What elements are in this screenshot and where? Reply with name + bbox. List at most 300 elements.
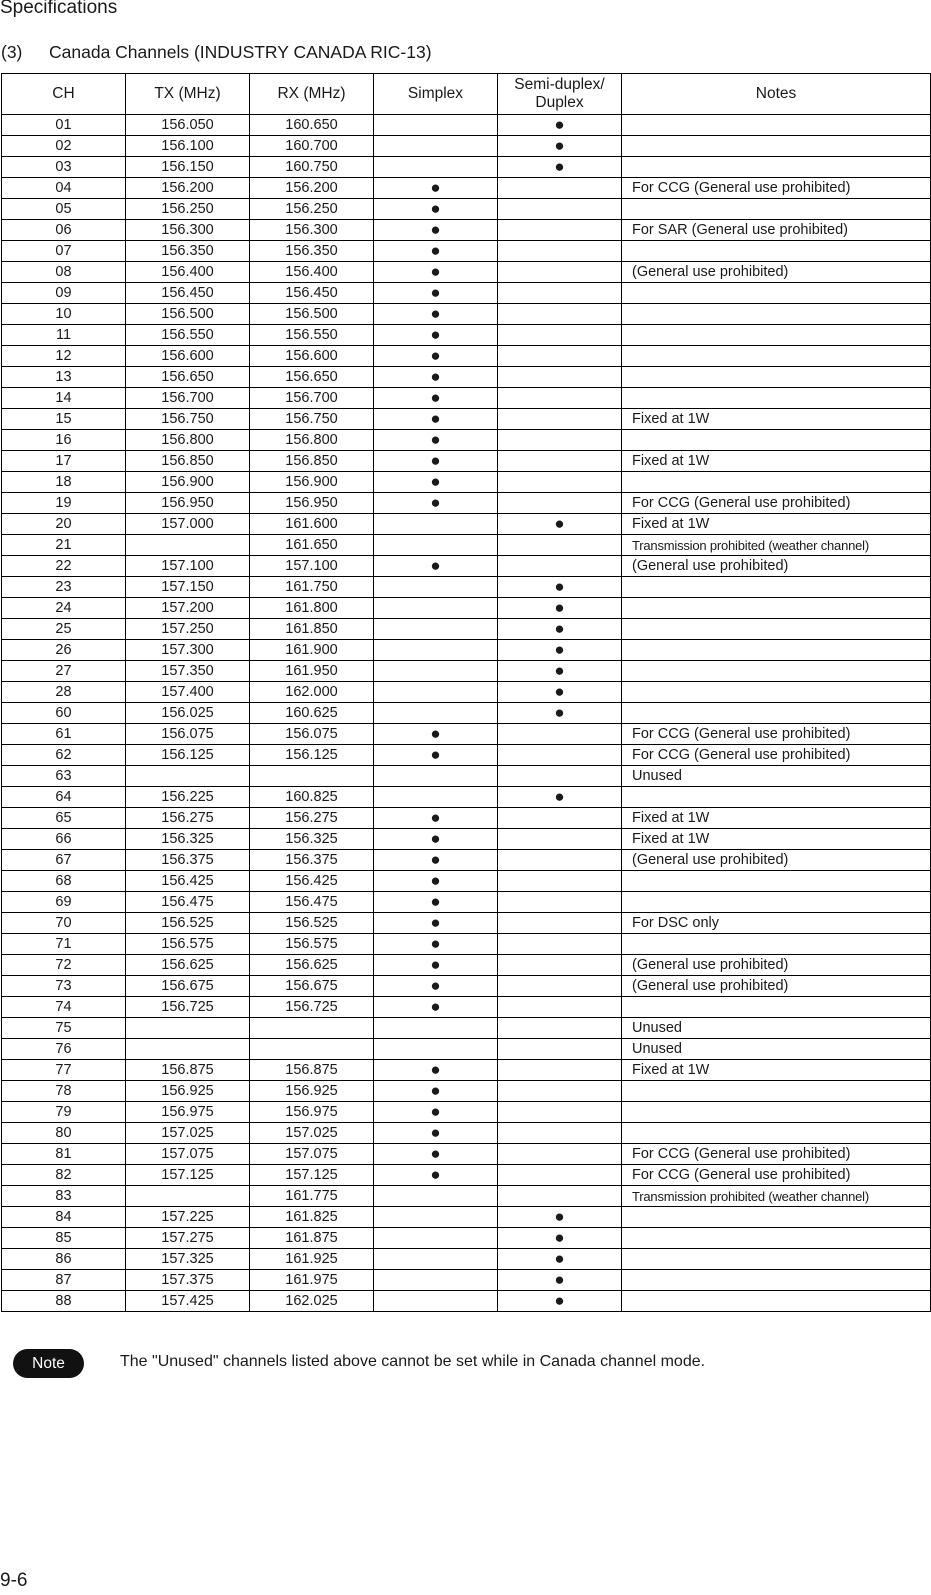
- simplex-cell: [374, 1123, 498, 1144]
- notes-cell: [622, 1249, 931, 1270]
- channel-number-cell: 06: [2, 220, 126, 241]
- duplex-cell: [498, 199, 622, 220]
- tx-frequency-cell: 157.125: [126, 1165, 250, 1186]
- duplex-cell: [498, 556, 622, 577]
- rx-frequency-cell: 157.025: [250, 1123, 374, 1144]
- channel-number-cell: 81: [2, 1144, 126, 1165]
- rx-frequency-cell: 156.525: [250, 913, 374, 934]
- channel-mode-dot-icon: ●: [554, 787, 565, 807]
- channel-mode-dot-icon: ●: [430, 934, 441, 954]
- table-row: [2, 1144, 931, 1165]
- rx-frequency-cell: 156.725: [250, 997, 374, 1018]
- notes-cell: [622, 1291, 931, 1312]
- duplex-cell: [498, 619, 622, 640]
- notes-cell: [622, 1123, 931, 1144]
- rx-frequency-cell: 161.750: [250, 577, 374, 598]
- rx-frequency-cell: 156.550: [250, 325, 374, 346]
- channel-number-cell: 03: [2, 157, 126, 178]
- table-row: [2, 703, 931, 724]
- tx-frequency-cell: 156.800: [126, 430, 250, 451]
- tx-frequency-cell: 156.600: [126, 346, 250, 367]
- simplex-cell: [374, 1228, 498, 1249]
- notes-cell: [622, 430, 931, 451]
- rx-frequency-cell: 156.075: [250, 724, 374, 745]
- notes-cell: [622, 325, 931, 346]
- channel-mode-dot-icon: ●: [554, 1207, 565, 1227]
- simplex-cell: [374, 1165, 498, 1186]
- notes-cell: [622, 1207, 931, 1228]
- channel-number-cell: 13: [2, 367, 126, 388]
- duplex-cell: [498, 325, 622, 346]
- channel-mode-dot-icon: ●: [430, 808, 441, 828]
- channel-number-cell: 61: [2, 724, 126, 745]
- notes-cell: For CCG (General use prohibited): [622, 178, 931, 199]
- duplex-cell: [498, 283, 622, 304]
- channel-mode-dot-icon: ●: [430, 1060, 441, 1080]
- notes-cell: [622, 598, 931, 619]
- table-row: [2, 178, 931, 199]
- rx-frequency-cell: 156.275: [250, 808, 374, 829]
- duplex-cell: [498, 451, 622, 472]
- simplex-cell: [374, 661, 498, 682]
- simplex-cell: [374, 745, 498, 766]
- rx-frequency-cell: 161.900: [250, 640, 374, 661]
- simplex-cell: [374, 934, 498, 955]
- duplex-cell: [498, 829, 622, 850]
- simplex-cell: [374, 535, 498, 556]
- simplex-cell: [374, 955, 498, 976]
- channel-number-cell: 24: [2, 598, 126, 619]
- rx-frequency-cell: 156.800: [250, 430, 374, 451]
- duplex-cell: [498, 682, 622, 703]
- rx-frequency-cell: 156.975: [250, 1102, 374, 1123]
- table-row: [2, 241, 931, 262]
- duplex-cell: [498, 1228, 622, 1249]
- duplex-cell: [498, 808, 622, 829]
- simplex-cell: [374, 577, 498, 598]
- rx-frequency-cell: 156.925: [250, 1081, 374, 1102]
- tx-frequency-cell: 156.500: [126, 304, 250, 325]
- notes-cell: Unused: [622, 1039, 931, 1060]
- rx-frequency-cell: 160.750: [250, 157, 374, 178]
- tx-frequency-cell: 157.400: [126, 682, 250, 703]
- duplex-cell: [498, 1165, 622, 1186]
- rx-frequency-cell: 156.350: [250, 241, 374, 262]
- table-row: [2, 577, 931, 598]
- tx-frequency-cell: 156.425: [126, 871, 250, 892]
- duplex-cell: [498, 577, 622, 598]
- rx-frequency-cell: 161.800: [250, 598, 374, 619]
- channel-number-cell: 84: [2, 1207, 126, 1228]
- simplex-cell: [374, 115, 498, 136]
- duplex-cell: [498, 262, 622, 283]
- channel-number-cell: 08: [2, 262, 126, 283]
- simplex-cell: [374, 157, 498, 178]
- channel-mode-dot-icon: ●: [554, 1270, 565, 1290]
- duplex-cell: [498, 1291, 622, 1312]
- table-row: [2, 388, 931, 409]
- rx-frequency-cell: 156.475: [250, 892, 374, 913]
- notes-cell: [622, 787, 931, 808]
- channel-number-cell: 05: [2, 199, 126, 220]
- table-row: [2, 262, 931, 283]
- tx-frequency-cell: 156.125: [126, 745, 250, 766]
- tx-frequency-cell: 156.875: [126, 1060, 250, 1081]
- simplex-cell: [374, 262, 498, 283]
- simplex-cell: [374, 1144, 498, 1165]
- channel-mode-dot-icon: ●: [430, 493, 441, 513]
- table-row: [2, 472, 931, 493]
- rx-frequency-cell: 156.850: [250, 451, 374, 472]
- channel-mode-dot-icon: ●: [430, 346, 441, 366]
- channel-number-cell: 77: [2, 1060, 126, 1081]
- rx-frequency-cell: 157.075: [250, 1144, 374, 1165]
- table-row: [2, 367, 931, 388]
- channel-number-cell: 22: [2, 556, 126, 577]
- channel-number-cell: 17: [2, 451, 126, 472]
- notes-cell: For CCG (General use prohibited): [622, 724, 931, 745]
- rx-frequency-cell: 156.125: [250, 745, 374, 766]
- duplex-cell: [498, 346, 622, 367]
- tx-frequency-cell: [126, 1039, 250, 1060]
- table-row: [2, 346, 931, 367]
- channel-number-cell: 23: [2, 577, 126, 598]
- rx-frequency-cell: 156.750: [250, 409, 374, 430]
- duplex-cell: [498, 136, 622, 157]
- simplex-cell: [374, 871, 498, 892]
- channel-number-cell: 83: [2, 1186, 126, 1207]
- duplex-cell: [498, 640, 622, 661]
- channel-number-cell: 71: [2, 934, 126, 955]
- duplex-cell: [498, 871, 622, 892]
- notes-cell: (General use prohibited): [622, 850, 931, 871]
- notes-cell: For CCG (General use prohibited): [622, 1165, 931, 1186]
- tx-frequency-cell: 157.225: [126, 1207, 250, 1228]
- notes-cell: [622, 577, 931, 598]
- table-row: [2, 409, 931, 430]
- table-row: [2, 1249, 931, 1270]
- table-row: [2, 1165, 931, 1186]
- channel-number-cell: 26: [2, 640, 126, 661]
- notes-cell: [622, 1228, 931, 1249]
- table-row: [2, 871, 931, 892]
- tx-frequency-cell: 156.100: [126, 136, 250, 157]
- channel-mode-dot-icon: ●: [430, 472, 441, 492]
- tx-frequency-cell: 156.350: [126, 241, 250, 262]
- notes-cell: [622, 367, 931, 388]
- simplex-cell: [374, 976, 498, 997]
- duplex-cell: [498, 724, 622, 745]
- channel-mode-dot-icon: ●: [554, 115, 565, 135]
- notes-cell: [622, 472, 931, 493]
- tx-frequency-cell: 156.925: [126, 1081, 250, 1102]
- tx-frequency-cell: 157.250: [126, 619, 250, 640]
- table-row: [2, 1186, 931, 1207]
- notes-cell: [622, 871, 931, 892]
- rx-frequency-cell: 156.500: [250, 304, 374, 325]
- table-row: [2, 787, 931, 808]
- notes-cell: [622, 619, 931, 640]
- channel-number-cell: 27: [2, 661, 126, 682]
- rx-frequency-cell: 156.200: [250, 178, 374, 199]
- duplex-cell: [498, 514, 622, 535]
- channel-mode-dot-icon: ●: [554, 640, 565, 660]
- tx-frequency-cell: 156.300: [126, 220, 250, 241]
- rx-frequency-cell: 161.850: [250, 619, 374, 640]
- tx-frequency-cell: 156.700: [126, 388, 250, 409]
- channel-number-cell: 01: [2, 115, 126, 136]
- simplex-cell: [374, 682, 498, 703]
- channel-number-cell: 62: [2, 745, 126, 766]
- simplex-cell: [374, 430, 498, 451]
- channel-number-cell: 70: [2, 913, 126, 934]
- column-header-simplex: Simplex: [374, 74, 498, 115]
- channel-number-cell: 16: [2, 430, 126, 451]
- table-row: [2, 997, 931, 1018]
- notes-cell: [622, 661, 931, 682]
- duplex-cell: [498, 1270, 622, 1291]
- simplex-cell: [374, 472, 498, 493]
- tx-frequency-cell: 156.575: [126, 934, 250, 955]
- channel-mode-dot-icon: ●: [430, 388, 441, 408]
- duplex-cell: [498, 1123, 622, 1144]
- channel-number-cell: 25: [2, 619, 126, 640]
- section-title: [1, 42, 432, 63]
- duplex-cell: [498, 1249, 622, 1270]
- rx-frequency-cell: 161.875: [250, 1228, 374, 1249]
- rx-frequency-cell: 156.300: [250, 220, 374, 241]
- channel-number-cell: 68: [2, 871, 126, 892]
- simplex-cell: [374, 787, 498, 808]
- table-row: [2, 136, 931, 157]
- tx-frequency-cell: 157.000: [126, 514, 250, 535]
- section-heading: Canada Channels (INDUSTRY CANADA RIC-13): [49, 42, 432, 62]
- tx-frequency-cell: 156.525: [126, 913, 250, 934]
- notes-cell: For SAR (General use prohibited): [622, 220, 931, 241]
- channel-number-cell: 09: [2, 283, 126, 304]
- rx-frequency-cell: 156.625: [250, 955, 374, 976]
- channel-mode-dot-icon: ●: [430, 430, 441, 450]
- tx-frequency-cell: [126, 766, 250, 787]
- table-row: [2, 619, 931, 640]
- simplex-cell: [374, 640, 498, 661]
- rx-frequency-cell: 156.575: [250, 934, 374, 955]
- tx-frequency-cell: 156.950: [126, 493, 250, 514]
- table-row: [2, 913, 931, 934]
- notes-cell: Unused: [622, 1018, 931, 1039]
- duplex-cell: [498, 157, 622, 178]
- simplex-cell: [374, 997, 498, 1018]
- duplex-cell: [498, 1060, 622, 1081]
- channel-mode-dot-icon: ●: [554, 682, 565, 702]
- table-row: [2, 1291, 931, 1312]
- channel-mode-dot-icon: ●: [430, 1144, 441, 1164]
- duplex-cell: [498, 388, 622, 409]
- notes-cell: For CCG (General use prohibited): [622, 745, 931, 766]
- tx-frequency-cell: 156.475: [126, 892, 250, 913]
- channel-number-cell: 15: [2, 409, 126, 430]
- rx-frequency-cell: [250, 1018, 374, 1039]
- table-row: [2, 892, 931, 913]
- notes-cell: For CCG (General use prohibited): [622, 1144, 931, 1165]
- channel-number-cell: 66: [2, 829, 126, 850]
- channel-mode-dot-icon: ●: [554, 514, 565, 534]
- table-row: [2, 724, 931, 745]
- notes-cell: For CCG (General use prohibited): [622, 493, 931, 514]
- note-text: The "Unused" channels listed above cannot be set while in Canada channel mode.: [120, 1353, 706, 1370]
- notes-cell: (General use prohibited): [622, 262, 931, 283]
- simplex-cell: [374, 451, 498, 472]
- table-row: [2, 1039, 931, 1060]
- simplex-cell: [374, 388, 498, 409]
- rx-frequency-cell: 157.125: [250, 1165, 374, 1186]
- notes-cell: (General use prohibited): [622, 556, 931, 577]
- rx-frequency-cell: 161.650: [250, 535, 374, 556]
- channel-number-cell: 19: [2, 493, 126, 514]
- simplex-cell: [374, 493, 498, 514]
- notes-cell: [622, 283, 931, 304]
- simplex-cell: [374, 1102, 498, 1123]
- simplex-cell: [374, 346, 498, 367]
- rx-frequency-cell: 156.375: [250, 850, 374, 871]
- notes-cell: (General use prohibited): [622, 976, 931, 997]
- rx-frequency-cell: 156.675: [250, 976, 374, 997]
- note-badge: Note: [13, 1349, 84, 1378]
- simplex-cell: [374, 1270, 498, 1291]
- rx-frequency-cell: 156.700: [250, 388, 374, 409]
- table-row: [2, 556, 931, 577]
- channel-number-cell: 60: [2, 703, 126, 724]
- table-header-row: [2, 74, 931, 115]
- channel-mode-dot-icon: ●: [430, 955, 441, 975]
- channel-number-cell: 88: [2, 1291, 126, 1312]
- channel-number-cell: 20: [2, 514, 126, 535]
- channel-mode-dot-icon: ●: [430, 451, 441, 471]
- channel-mode-dot-icon: ●: [554, 157, 565, 177]
- channel-mode-dot-icon: ●: [430, 1123, 441, 1143]
- table-row: [2, 955, 931, 976]
- channel-mode-dot-icon: ●: [554, 619, 565, 639]
- channel-number-cell: 79: [2, 1102, 126, 1123]
- table-row: [2, 535, 931, 556]
- table-row: [2, 976, 931, 997]
- duplex-cell: [498, 913, 622, 934]
- duplex-cell: [498, 1039, 622, 1060]
- column-header-duplex: Semi-duplex/ Duplex: [498, 74, 622, 115]
- column-header-notes: Notes: [622, 74, 931, 115]
- table-row: [2, 220, 931, 241]
- table-row: [2, 283, 931, 304]
- tx-frequency-cell: 157.025: [126, 1123, 250, 1144]
- tx-frequency-cell: 156.075: [126, 724, 250, 745]
- channel-mode-dot-icon: ●: [430, 724, 441, 744]
- channel-mode-dot-icon: ●: [430, 178, 441, 198]
- simplex-cell: [374, 850, 498, 871]
- channel-table: [1, 73, 931, 1312]
- tx-frequency-cell: 157.200: [126, 598, 250, 619]
- notes-cell: [622, 199, 931, 220]
- table-row: [2, 1207, 931, 1228]
- simplex-cell: [374, 556, 498, 577]
- simplex-cell: [374, 304, 498, 325]
- channel-mode-dot-icon: ●: [430, 850, 441, 870]
- notes-cell: [622, 136, 931, 157]
- rx-frequency-cell: 161.975: [250, 1270, 374, 1291]
- simplex-cell: [374, 1039, 498, 1060]
- channel-mode-dot-icon: ●: [430, 220, 441, 240]
- channel-mode-dot-icon: ●: [430, 409, 441, 429]
- channel-number-cell: 74: [2, 997, 126, 1018]
- page-header: Specifications: [0, 0, 118, 18]
- tx-frequency-cell: 157.425: [126, 1291, 250, 1312]
- table-row: [2, 808, 931, 829]
- rx-frequency-cell: 160.650: [250, 115, 374, 136]
- table-row: [2, 745, 931, 766]
- tx-frequency-cell: [126, 1018, 250, 1039]
- tx-frequency-cell: 157.300: [126, 640, 250, 661]
- channel-number-cell: 07: [2, 241, 126, 262]
- channel-mode-dot-icon: ●: [554, 1249, 565, 1269]
- section-number: (3): [1, 42, 23, 62]
- simplex-cell: [374, 829, 498, 850]
- tx-frequency-cell: 156.650: [126, 367, 250, 388]
- channel-mode-dot-icon: ●: [430, 304, 441, 324]
- rx-frequency-cell: 161.950: [250, 661, 374, 682]
- channel-mode-dot-icon: ●: [430, 262, 441, 282]
- channel-mode-dot-icon: ●: [430, 283, 441, 303]
- channel-number-cell: 21: [2, 535, 126, 556]
- notes-cell: [622, 892, 931, 913]
- tx-frequency-cell: [126, 535, 250, 556]
- table-row: [2, 682, 931, 703]
- rx-frequency-cell: 156.425: [250, 871, 374, 892]
- simplex-cell: [374, 598, 498, 619]
- tx-frequency-cell: 157.100: [126, 556, 250, 577]
- channel-mode-dot-icon: ●: [554, 703, 565, 723]
- table-row: [2, 1270, 931, 1291]
- notes-cell: Fixed at 1W: [622, 808, 931, 829]
- rx-frequency-cell: 161.600: [250, 514, 374, 535]
- column-header-tx: TX (MHz): [126, 74, 250, 115]
- tx-frequency-cell: 156.375: [126, 850, 250, 871]
- duplex-cell: [498, 220, 622, 241]
- channel-number-cell: 80: [2, 1123, 126, 1144]
- simplex-cell: [374, 178, 498, 199]
- duplex-cell: [498, 472, 622, 493]
- table-row: [2, 430, 931, 451]
- duplex-cell: [498, 598, 622, 619]
- notes-cell: [622, 346, 931, 367]
- channel-number-cell: 28: [2, 682, 126, 703]
- simplex-cell: [374, 1018, 498, 1039]
- simplex-cell: [374, 136, 498, 157]
- rx-frequency-cell: [250, 1039, 374, 1060]
- duplex-cell: [498, 955, 622, 976]
- notes-cell: [622, 703, 931, 724]
- page-number: 9-6: [0, 1570, 28, 1591]
- table-row: [2, 661, 931, 682]
- channel-number-cell: 73: [2, 976, 126, 997]
- channel-mode-dot-icon: ●: [430, 367, 441, 387]
- simplex-cell: [374, 220, 498, 241]
- channel-number-cell: 75: [2, 1018, 126, 1039]
- rx-frequency-cell: 162.025: [250, 1291, 374, 1312]
- channel-number-cell: 04: [2, 178, 126, 199]
- tx-frequency-cell: 157.275: [126, 1228, 250, 1249]
- channel-number-cell: 65: [2, 808, 126, 829]
- table-row: [2, 1228, 931, 1249]
- duplex-cell: [498, 1081, 622, 1102]
